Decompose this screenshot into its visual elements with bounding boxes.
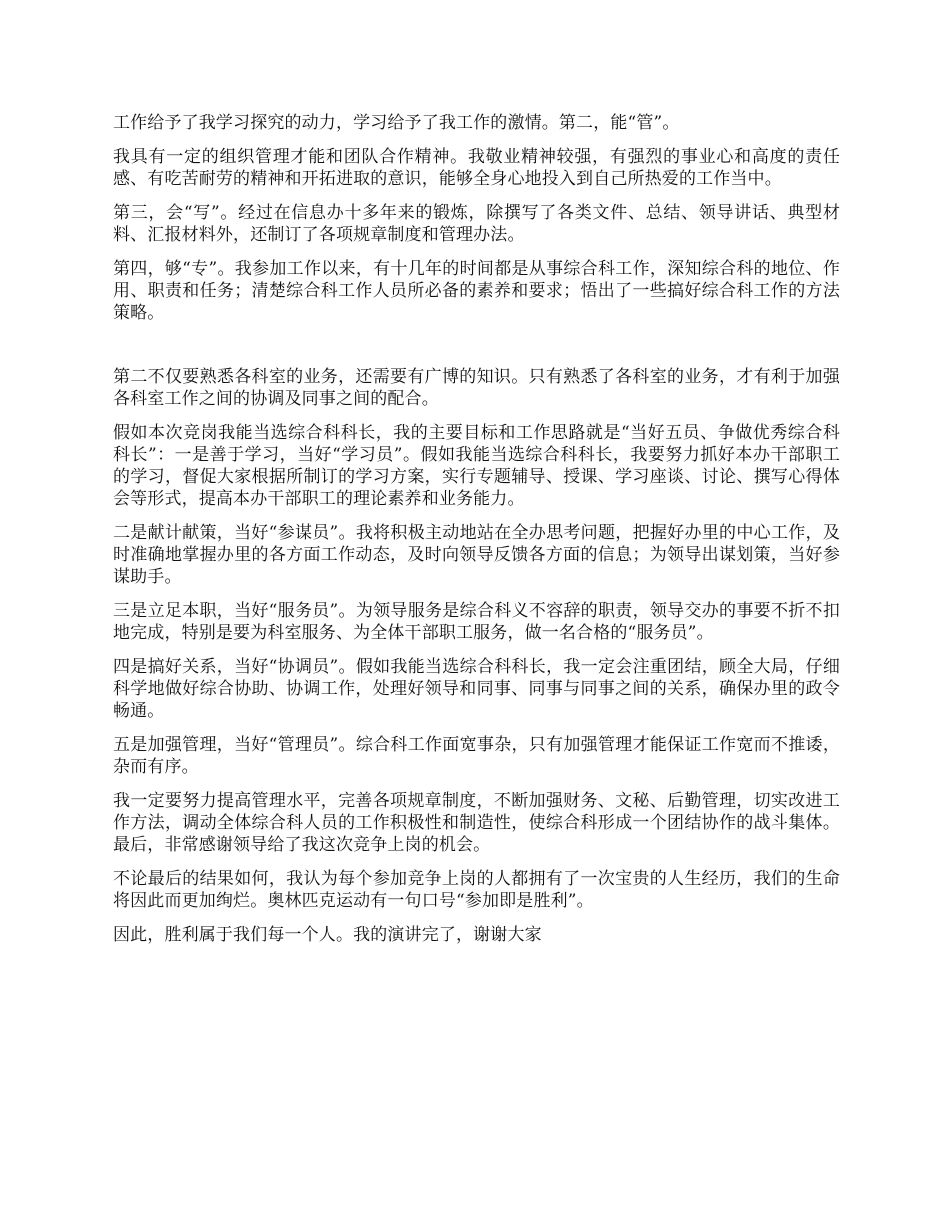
paragraph: 第三，会“写”。经过在信息办十多年来的锻炼，除撰写了各类文件、总结、领导讲话、典型材料、汇报材料外，还制订了各项规章制度和管理办法。: [113, 203, 840, 245]
paragraph: 我一定要努力提高管理水平，完善各项规章制度，不断加强财务、文秘、后勤管理，切实改进工作方法，调动全体综合科人员的工作积极性和制造性，使综合科形成一个团结协作的战斗集体。最后，非常感谢领导给了我这次竞争上岗的机会。: [113, 791, 840, 855]
paragraph: 四是搞好关系，当好“协调员”。假如我能当选综合科科长，我一定会注重团结，顾全大局，仔细科学地做好综合协助、协调工作，处理好领导和同事、同事与同事之间的关系，确保办里的政令畅通。: [113, 657, 840, 721]
paragraph: 因此，胜利属于我们每一个人。我的演讲完了，谢谢大家: [113, 925, 542, 945]
document-body: [113, 112, 840, 958]
paragraph: 二是献计献策，当好“参谋员”。我将积极主动地站在全办思考问题，把握好办里的中心工作，及时准确地掌握办里的各方面工作动态，及时向领导反馈各方面的信息；为领导出谋划策，当好参谋助手。: [113, 523, 840, 587]
paragraph: 工作给予了我学习探究的动力，学习给予了我工作的激情。第二，能“管”。: [113, 113, 680, 133]
paragraph: 不论最后的结果如何，我认为每个参加竞争上岗的人都拥有了一次宝贵的人生经历，我们的生命将因此而更加绚烂。奥林匹克运动有一句口号“参加即是胜利”。: [113, 869, 840, 911]
section-gap: [113, 336, 840, 366]
paragraph: 三是立足本职，当好“服务员”。为领导服务是综合科义不容辞的职责，领导交办的事要不折不扣地完成，特别是要为科室服务、为全体干部职工服务，做一名合格的“服务员”。: [113, 601, 840, 643]
paragraph: 第四，够“专”。我参加工作以来，有十几年的时间都是从事综合科工作，深知综合科的地位、作用、职责和任务；清楚综合科工作人员所必备的素养和要求；悟出了一些搞好综合科工作的方法策略。: [113, 259, 840, 323]
paragraph: 假如本次竞岗我能当选综合科科长，我的主要目标和工作思路就是“当好五员、争做优秀综合科科长”：一是善于学习，当好“学习员”。假如我能当选综合科科长，我要努力抓好本办干部职工的学习，督促大家根据所制订的学习方案，实行专题辅导、授课、学习座谈、讨论、撰写心得体会等形式，提高本办干部职工的理论素养和业务能力。: [113, 423, 840, 509]
paragraph: 我具有一定的组织管理才能和团队合作精神。我敬业精神较强，有强烈的事业心和高度的责任感、有吃苦耐劳的精神和开拓进取的意识，能够全身心地投入到自己所热爱的工作当中。: [113, 147, 840, 189]
paragraph: 五是加强管理，当好“管理员”。综合科工作面宽事杂，只有加强管理才能保证工作宽而不推诿，杂而有序。: [113, 735, 840, 777]
paragraph: 第二不仅要熟悉各科室的业务，还需要有广博的知识。只有熟悉了各科室的业务，才有利于加强各科室工作之间的协调及同事之间的配合。: [113, 367, 840, 409]
